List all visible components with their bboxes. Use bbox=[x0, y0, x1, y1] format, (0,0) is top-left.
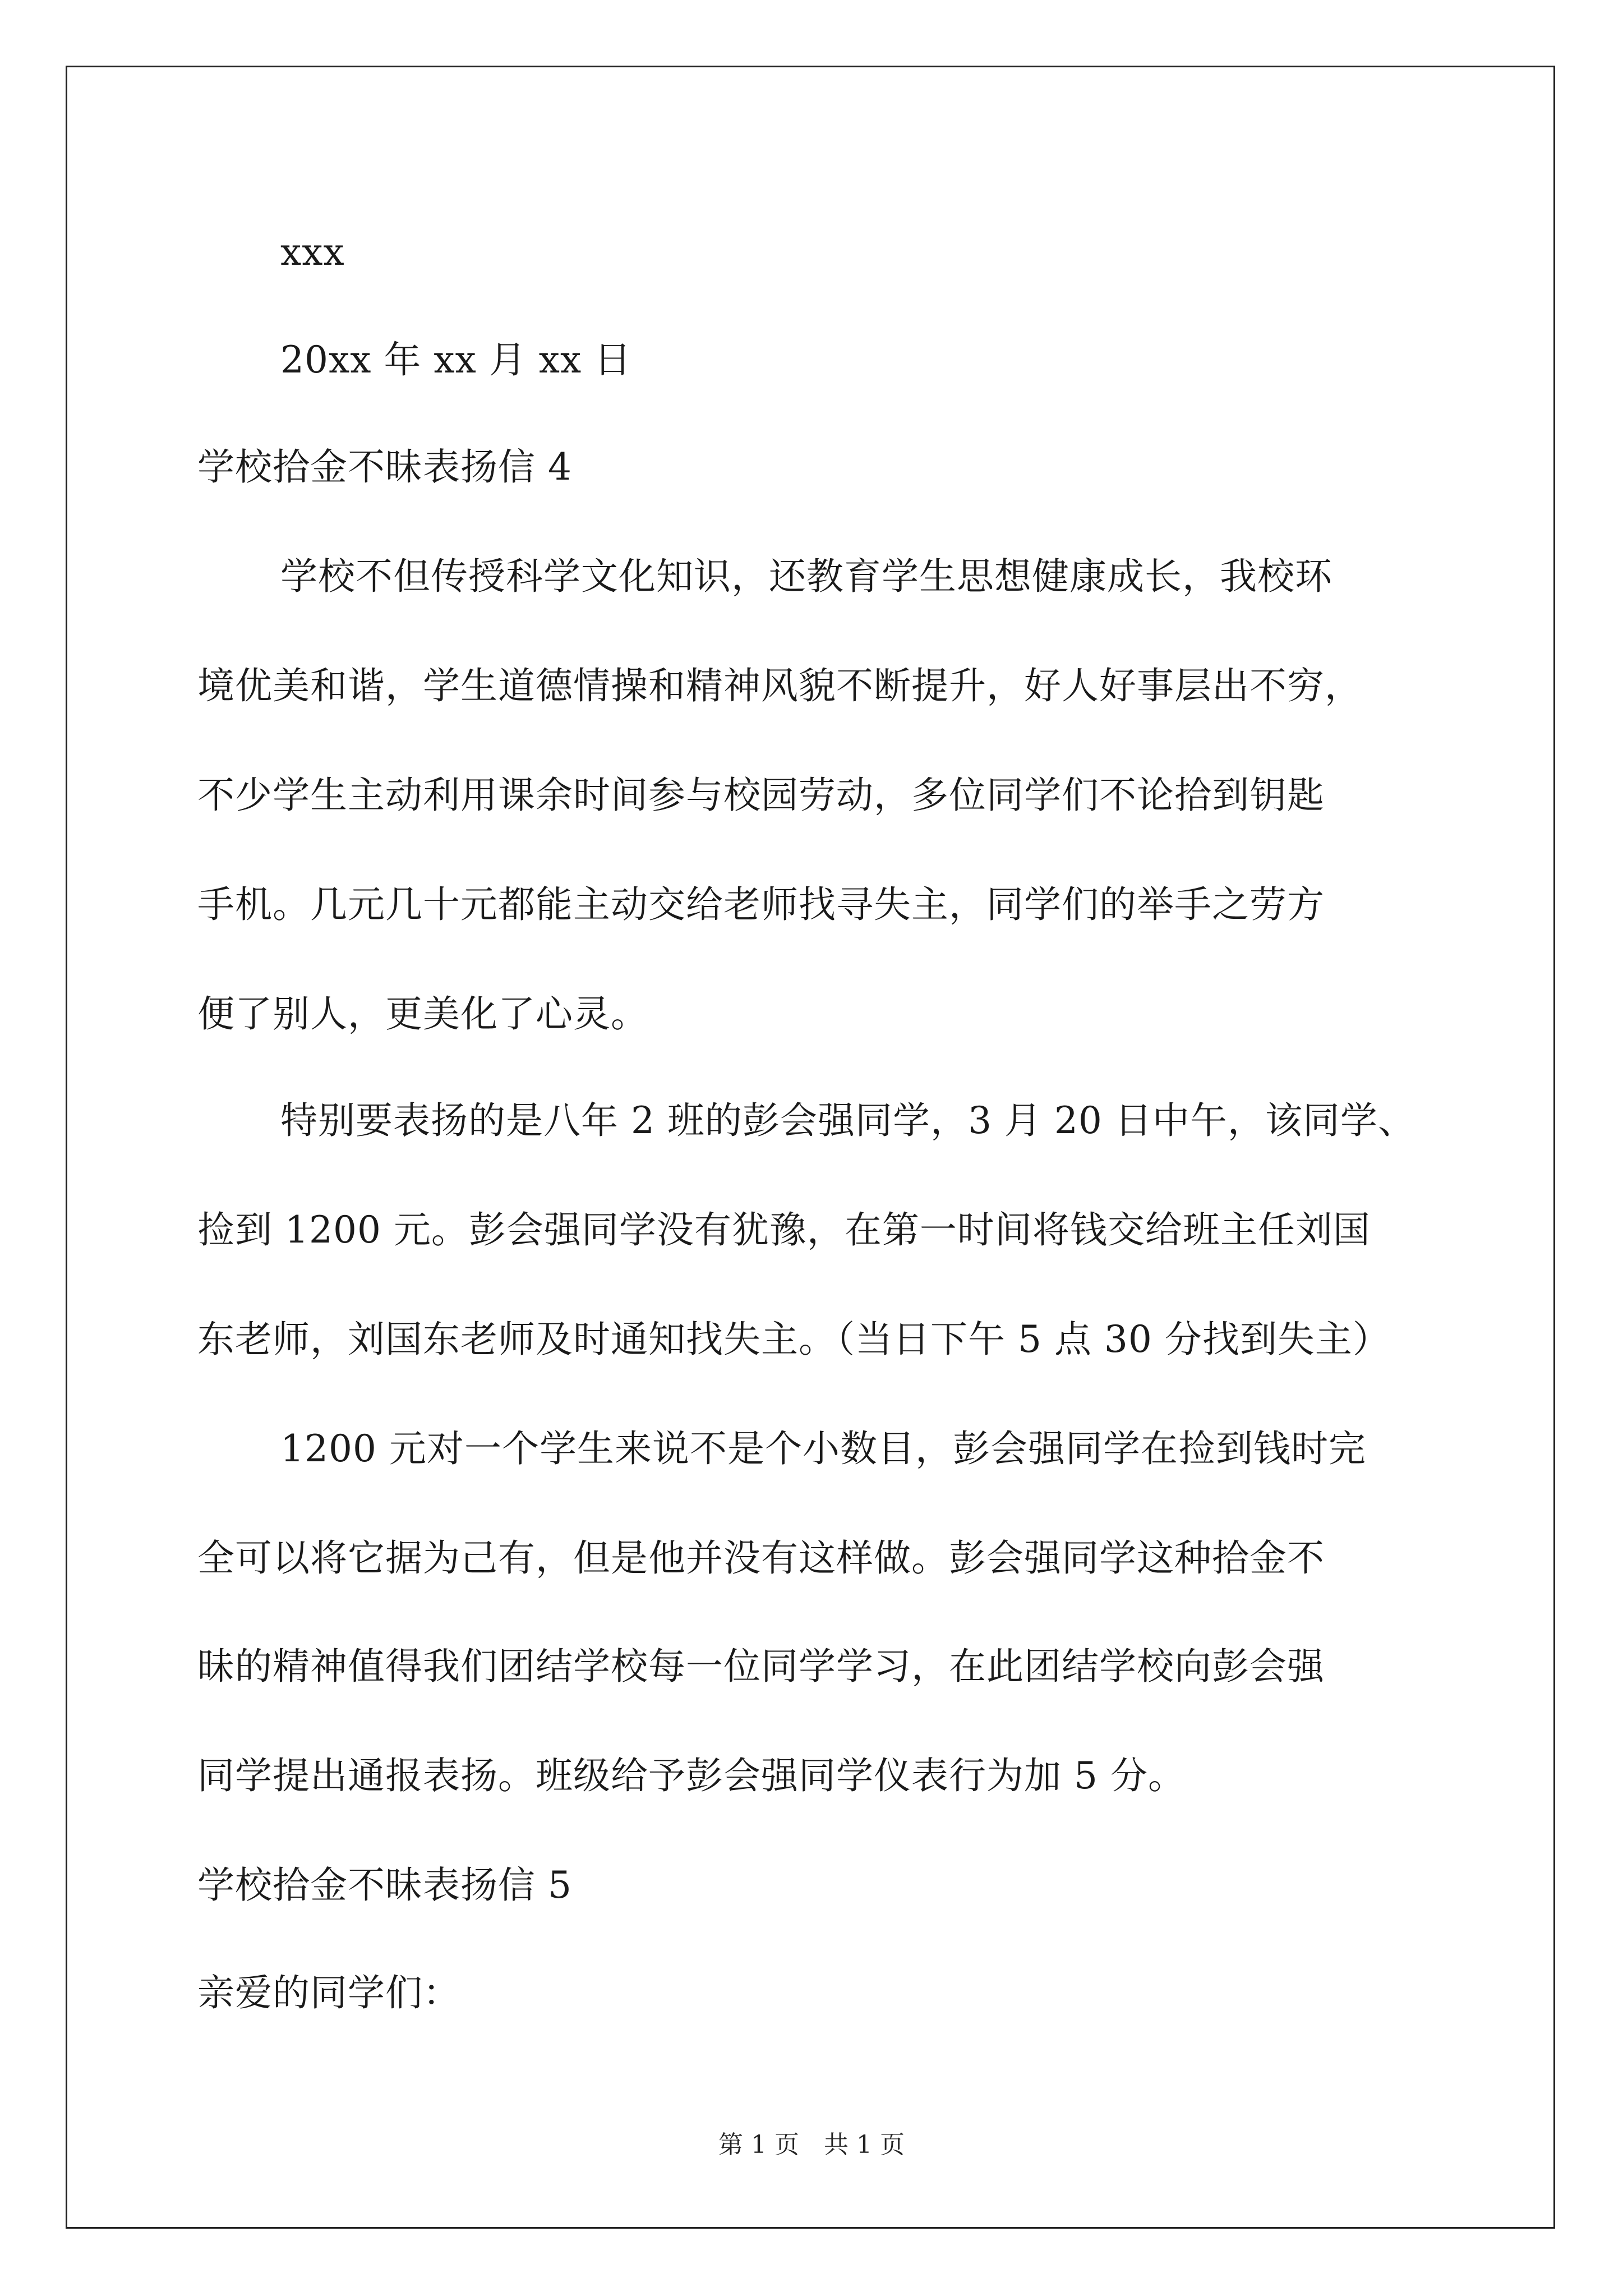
paragraph-line: 境优美和谐，学生道德情操和精神风貌不断提升，好人好事层出不穷， bbox=[197, 664, 1362, 707]
paragraph-line: 同学提出通报表扬。班级给予彭会强同学仪表行为加 5 分。 bbox=[197, 1754, 1186, 1797]
page-number-footer: 第 1 页 共 1 页 bbox=[718, 2131, 905, 2159]
paragraph-line: 捡到 1200 元。彭会强同学没有犹豫，在第一时间将钱交给班主任刘国 bbox=[197, 1208, 1371, 1251]
section-heading-4: 学校拾金不昧表扬信 4 bbox=[197, 445, 572, 489]
signature-line: xxx bbox=[280, 231, 345, 274]
paragraph-line: 特别要表扬的是八年 2 班的彭会强同学，3 月 20 日中午，该同学、 bbox=[280, 1099, 1415, 1142]
date-line: 20xx 年 xx 月 xx 日 bbox=[280, 338, 632, 381]
paragraph-line: 便了别人，更美化了心灵。 bbox=[197, 992, 648, 1036]
paragraph-line: 不少学生主动利用课余时间参与校园劳动，多位同学们不论拾到钥匙 bbox=[197, 774, 1325, 817]
paragraph-line: 全可以将它据为己有，但是他并没有这样做。彭会强同学这种拾金不 bbox=[197, 1536, 1325, 1580]
paragraph-line: 手机。几元几十元都能主动交给老师找寻失主，同学们的举手之劳方 bbox=[197, 883, 1325, 926]
section-heading-5: 学校拾金不昧表扬信 5 bbox=[197, 1864, 572, 1907]
paragraph-line: 东老师，刘国东老师及时通知找失主。（当日下午 5 点 30 分找到失主） bbox=[197, 1318, 1390, 1361]
paragraph-line: 学校不但传授科学文化知识，还教育学生思想健康成长，我校环 bbox=[280, 555, 1332, 598]
salutation-line: 亲爱的同学们： bbox=[197, 1971, 460, 2014]
paragraph-line: 1200 元对一个学生来说不是个小数目，彭会强同学在捡到钱时完 bbox=[280, 1427, 1366, 1470]
paragraph-line: 昧的精神值得我们团结学校每一位同学学习，在此团结学校向彭会强 bbox=[197, 1645, 1325, 1688]
